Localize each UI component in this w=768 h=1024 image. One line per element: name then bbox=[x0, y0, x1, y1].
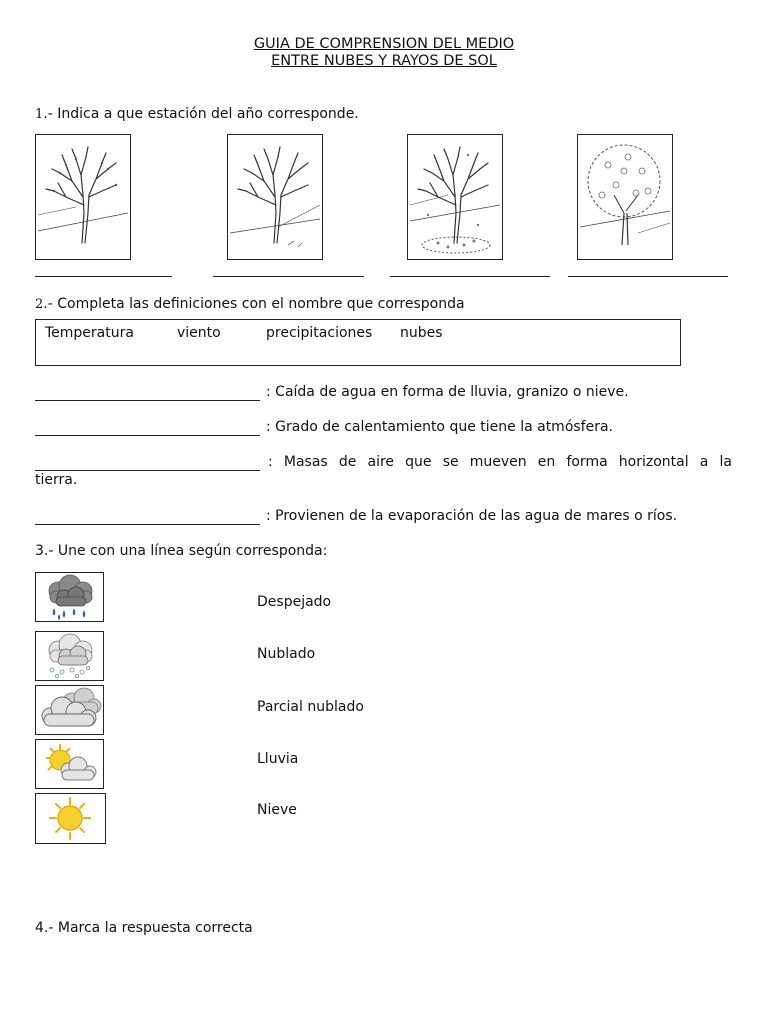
rain-cloud-icon bbox=[36, 573, 103, 621]
autumn-tree-icon bbox=[408, 135, 502, 259]
definition-2: : Grado de calentamiento que tiene la atmósfera. bbox=[266, 419, 614, 435]
page-subtitle: ENTRE NUBES Y RAYOS DE SOL bbox=[271, 53, 497, 69]
weather-box-2[interactable] bbox=[35, 631, 104, 681]
tree-image-2 bbox=[227, 134, 323, 260]
definition-blank-3[interactable] bbox=[35, 470, 260, 471]
definition-1: : Caída de agua en forma de lluvia, granizo o nieve. bbox=[266, 384, 629, 400]
weather-label-despejado: Despejado bbox=[257, 594, 332, 610]
weather-label-parcial-nublado: Parcial nublado bbox=[257, 699, 364, 715]
question-1-text: .- Indica a que estación del año corresponde. bbox=[43, 106, 359, 122]
question-2-text: .- Completa las definiciones con el nombre que corresponda bbox=[43, 296, 465, 312]
word-bank bbox=[35, 319, 681, 366]
word-nubes: nubes bbox=[400, 325, 443, 341]
tree-image-3 bbox=[407, 134, 503, 260]
partly-cloudy-icon bbox=[36, 740, 103, 788]
winter-tree-icon bbox=[36, 135, 130, 259]
word-viento: viento bbox=[177, 325, 221, 341]
definition-3: : Masas de aire que se mueven en forma horizontal a la bbox=[268, 454, 732, 470]
question-2 bbox=[35, 296, 465, 312]
tree-image-1 bbox=[35, 134, 131, 260]
question-2-number: 2 bbox=[35, 297, 44, 312]
answer-line-4[interactable] bbox=[568, 276, 728, 277]
weather-label-lluvia: Lluvia bbox=[257, 751, 299, 767]
page-title: GUIA DE COMPRENSION DEL MEDIO bbox=[253, 36, 515, 52]
tree-image-4 bbox=[577, 134, 673, 260]
weather-box-5[interactable] bbox=[35, 793, 106, 844]
answer-line-2[interactable] bbox=[213, 276, 364, 277]
bare-tree-icon bbox=[228, 135, 322, 259]
word-temperatura: Temperatura bbox=[45, 325, 134, 341]
question-1-number: 1 bbox=[35, 107, 44, 122]
spring-tree-icon bbox=[578, 135, 672, 259]
definition-blank-1[interactable] bbox=[35, 400, 260, 401]
word-precipitaciones: precipitaciones bbox=[266, 325, 373, 341]
weather-box-1[interactable] bbox=[35, 572, 104, 622]
weather-label-nieve: Nieve bbox=[257, 802, 297, 818]
definition-blank-4[interactable] bbox=[35, 524, 260, 525]
answer-line-1[interactable] bbox=[35, 276, 172, 277]
question-1 bbox=[35, 106, 359, 122]
snow-cloud-icon bbox=[36, 632, 103, 680]
definition-3-continuation: tierra. bbox=[35, 472, 78, 488]
question-4: 4.- Marca la respuesta correcta bbox=[35, 920, 253, 936]
weather-box-3[interactable] bbox=[35, 685, 104, 735]
definition-blank-2[interactable] bbox=[35, 435, 260, 436]
cloudy-icon bbox=[36, 686, 103, 734]
definition-4: : Provienen de la evaporación de las agua de mares o ríos. bbox=[266, 508, 678, 524]
sun-icon bbox=[36, 794, 105, 843]
weather-box-4[interactable] bbox=[35, 739, 104, 789]
answer-line-3[interactable] bbox=[390, 276, 550, 277]
question-3: 3.- Une con una línea según corresponda: bbox=[35, 543, 328, 559]
weather-label-nublado: Nublado bbox=[257, 646, 316, 662]
